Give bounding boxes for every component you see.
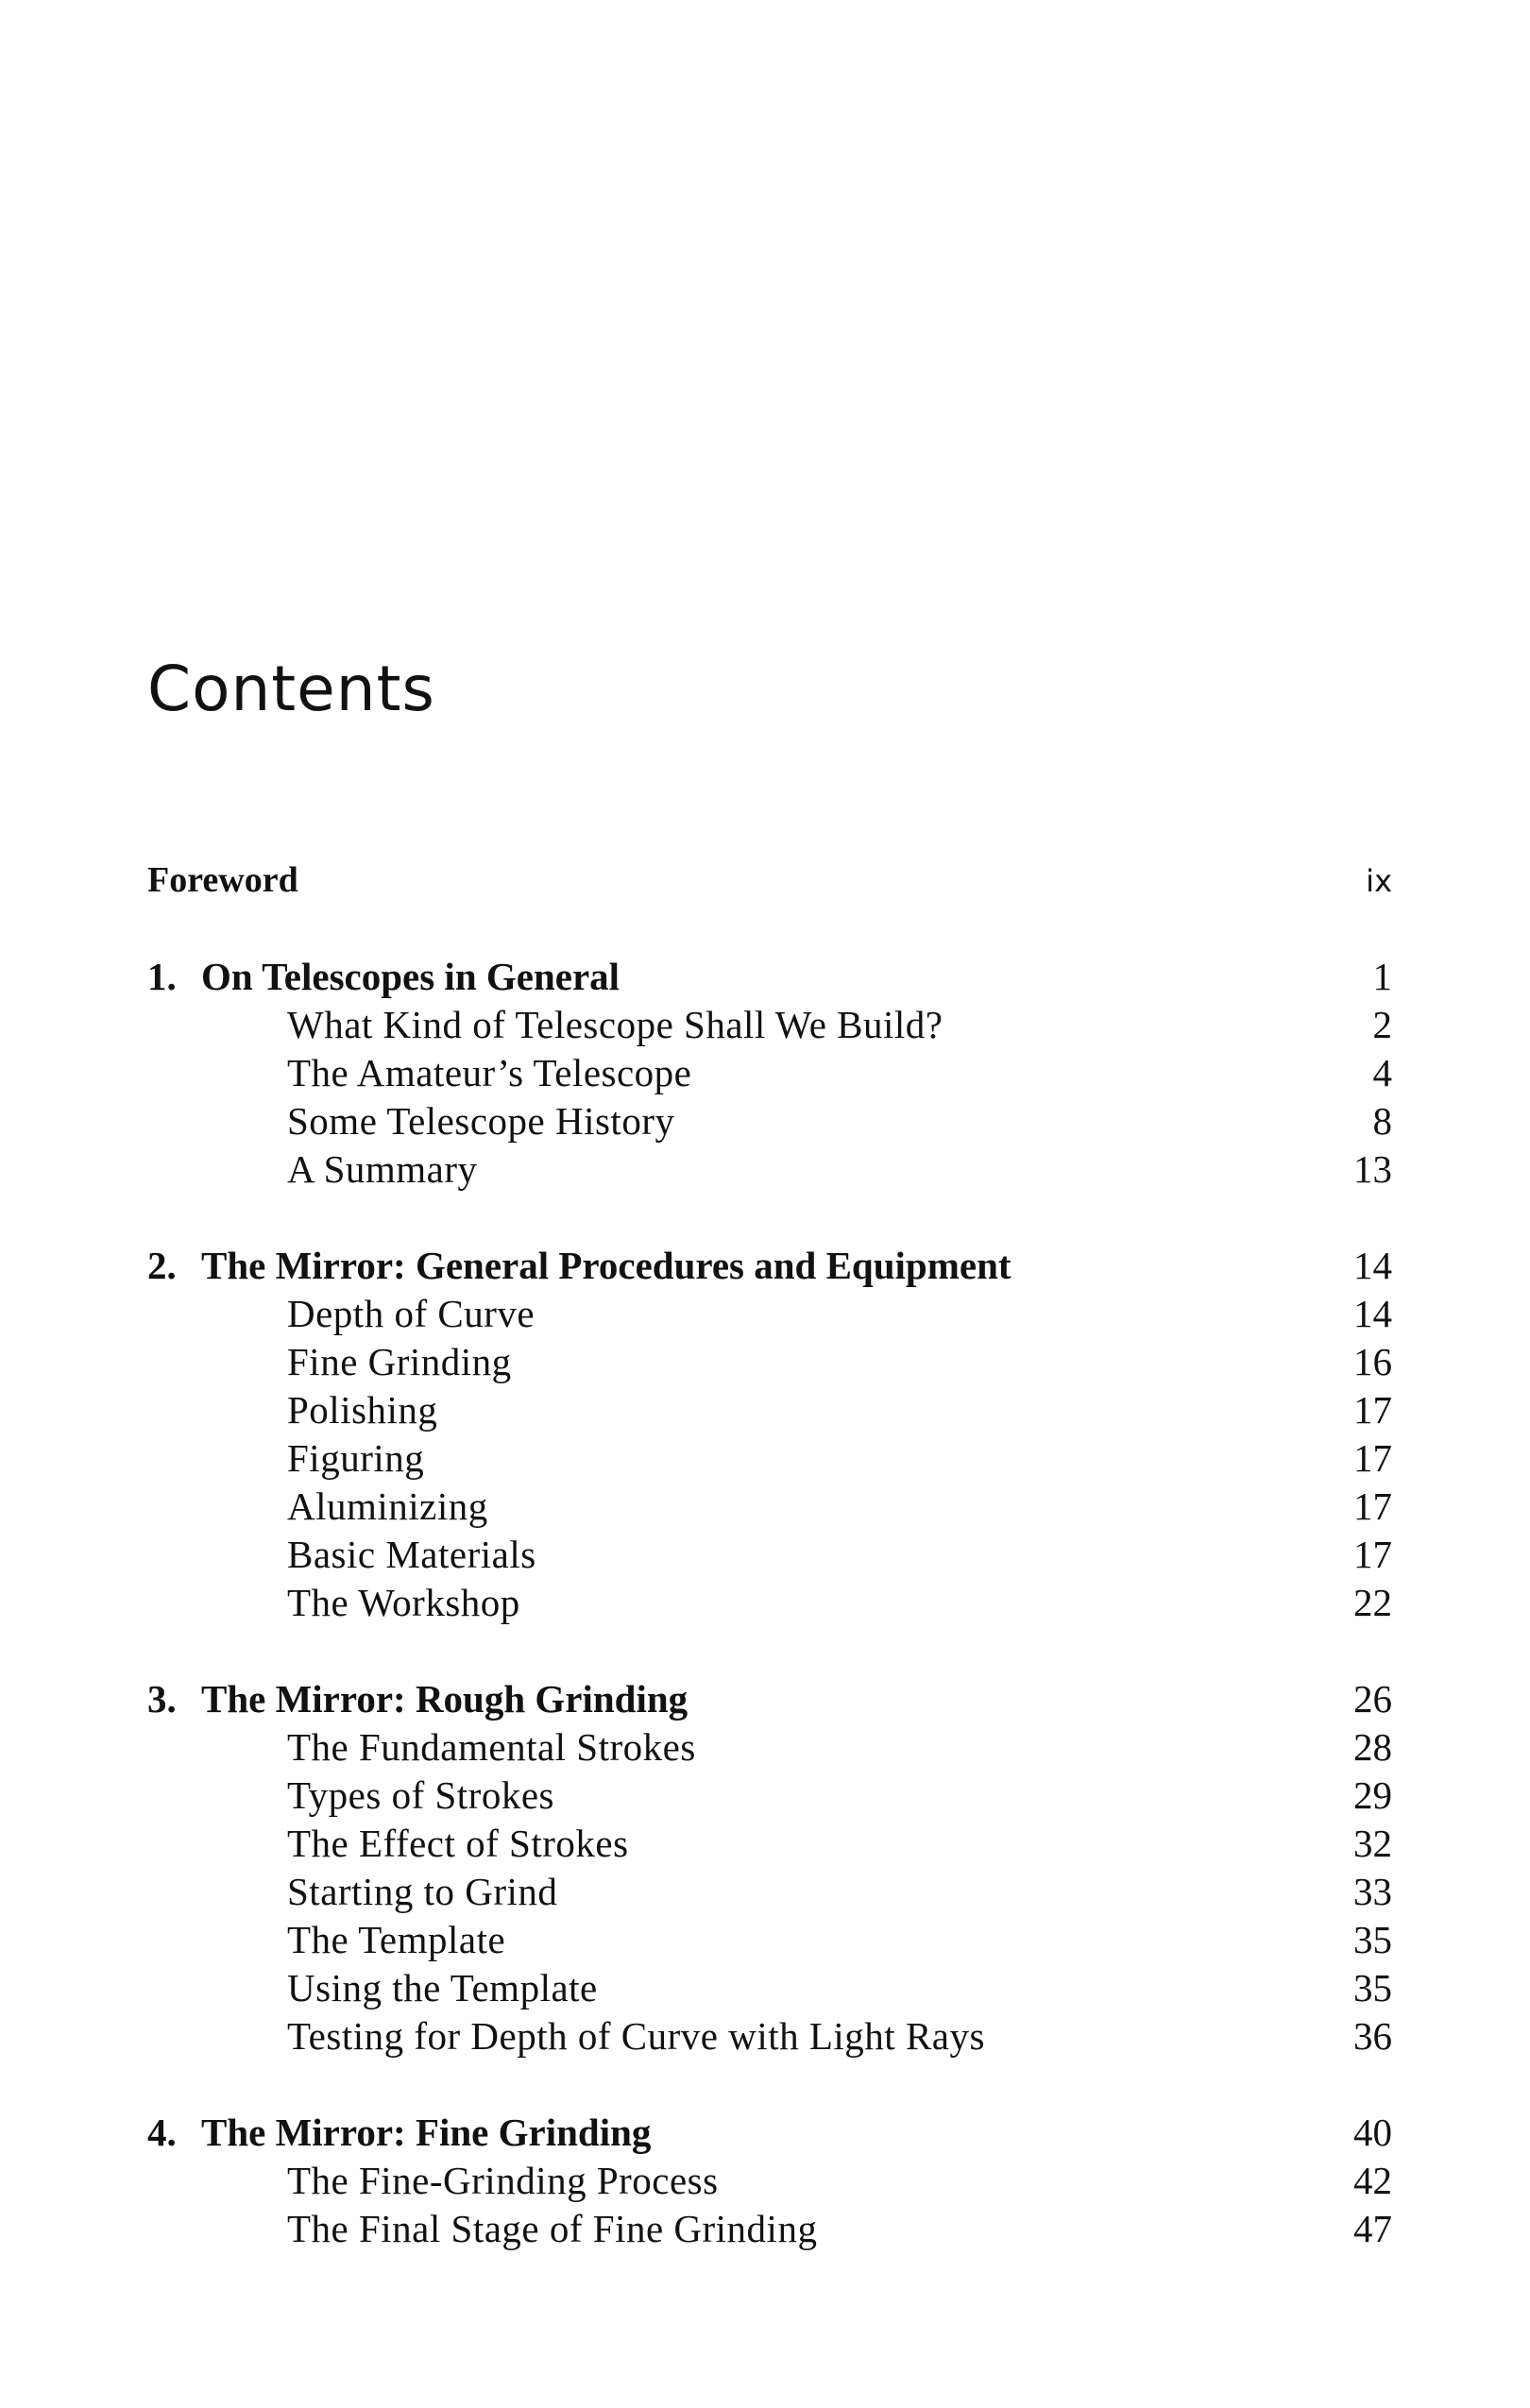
chapter-number: 3. [147,1677,177,1721]
chapter-title: The Mirror: Rough Grinding [201,1677,688,1721]
section-page-number: 35 [1353,1966,1392,2009]
toc-entry-section[interactable] [147,1531,1392,1579]
section-page-number: 17 [1353,1388,1392,1432]
chapter-page-number: 14 [1353,1244,1392,1287]
chapter-title: The Mirror: Fine Grinding [201,2111,652,2154]
section-page-number: 32 [1353,1822,1392,1865]
section-page-number: 4 [1372,1051,1392,1094]
section-title: The Effect of Strokes [287,1822,629,1865]
section-title: Figuring [287,1436,425,1480]
chapter-group-1 [147,953,1392,1194]
toc-entry-section[interactable] [147,1290,1392,1338]
section-page-number: 13 [1353,1147,1392,1191]
toc-entry-chapter[interactable] [147,1242,1392,1290]
chapter-group-4 [147,2109,1392,2253]
foreword-title: Foreword [147,860,298,900]
section-page-number: 17 [1353,1436,1392,1480]
chapter-title: On Telescopes in General [201,955,620,998]
toc-entry-section[interactable] [147,1001,1392,1049]
toc-entry-section[interactable] [147,2157,1392,2205]
chapter-page-number: 40 [1353,2111,1392,2154]
section-title: A Summary [287,1147,478,1191]
foreword-page-number: ix [1366,863,1392,899]
section-title: Some Telescope History [287,1099,675,1143]
section-title: What Kind of Telescope Shall We Build? [287,1003,944,1046]
section-page-number: 42 [1353,2159,1392,2202]
section-page-number: 36 [1353,2014,1392,2058]
section-title: Aluminizing [287,1484,488,1528]
section-page-number: 17 [1353,1533,1392,1576]
toc-entry-section[interactable] [147,1868,1392,1916]
toc-entry-section[interactable] [147,1772,1392,1820]
section-title: Testing for Depth of Curve with Light Rays [287,2014,985,2058]
toc-entry-section[interactable] [147,1483,1392,1531]
toc-entry-foreword[interactable] [147,856,1392,905]
table-of-contents [147,856,1392,2253]
section-page-number: 14 [1353,1292,1392,1335]
section-title: Fine Grinding [287,1340,512,1383]
section-title: Types of Strokes [287,1773,554,1817]
toc-entry-section[interactable] [147,1145,1392,1194]
section-title: Using the Template [287,1966,598,2009]
section-title: The Workshop [287,1581,520,1624]
toc-entry-section[interactable] [147,1820,1392,1868]
chapter-number: 2. [147,1244,177,1287]
chapter-group-2 [147,1242,1392,1627]
toc-entry-section[interactable] [147,1579,1392,1627]
section-page-number: 22 [1353,1581,1392,1624]
toc-entry-section[interactable] [147,2205,1392,2253]
section-page-number: 29 [1353,1773,1392,1817]
section-page-number: 8 [1372,1099,1392,1143]
toc-entry-section[interactable] [147,1434,1392,1483]
section-page-number: 35 [1353,1918,1392,1961]
chapter-title: The Mirror: General Procedures and Equipment [201,1244,1012,1287]
page-title: Contents [147,653,435,725]
toc-entry-section[interactable] [147,1338,1392,1386]
toc-entry-section[interactable] [147,1049,1392,1097]
section-page-number: 28 [1353,1725,1392,1769]
toc-entry-section[interactable] [147,2012,1392,2060]
toc-entry-chapter[interactable] [147,953,1392,1001]
toc-entry-chapter[interactable] [147,2109,1392,2157]
section-title: The Fundamental Strokes [287,1725,696,1769]
chapter-group-3 [147,1675,1392,2060]
toc-entry-section[interactable] [147,1723,1392,1772]
section-title: The Fine-Grinding Process [287,2159,719,2202]
section-title: The Amateur’s Telescope [287,1051,692,1094]
section-page-number: 47 [1353,2207,1392,2250]
section-title: Polishing [287,1388,438,1432]
toc-entry-section[interactable] [147,1097,1392,1145]
chapter-number: 4. [147,2111,177,2154]
section-title: The Template [287,1918,506,1961]
chapter-heading [147,1242,1012,1290]
chapter-heading [147,953,620,1001]
section-title: Depth of Curve [287,1292,536,1335]
section-page-number: 16 [1353,1340,1392,1383]
toc-entry-section[interactable] [147,1916,1392,1964]
section-page-number: 33 [1353,1870,1392,1913]
section-page-number: 17 [1353,1484,1392,1528]
section-title: Basic Materials [287,1533,536,1576]
section-title: Starting to Grind [287,1870,558,1913]
chapter-number: 1. [147,955,177,998]
chapter-heading [147,2109,651,2157]
toc-entry-section[interactable] [147,1386,1392,1434]
chapter-page-number: 1 [1372,955,1392,998]
chapter-heading [147,1675,688,1723]
toc-entry-chapter[interactable] [147,1675,1392,1723]
chapter-page-number: 26 [1353,1677,1392,1721]
toc-entry-section[interactable] [147,1964,1392,2012]
section-title: The Final Stage of Fine Grinding [287,2207,818,2250]
section-page-number: 2 [1372,1003,1392,1046]
